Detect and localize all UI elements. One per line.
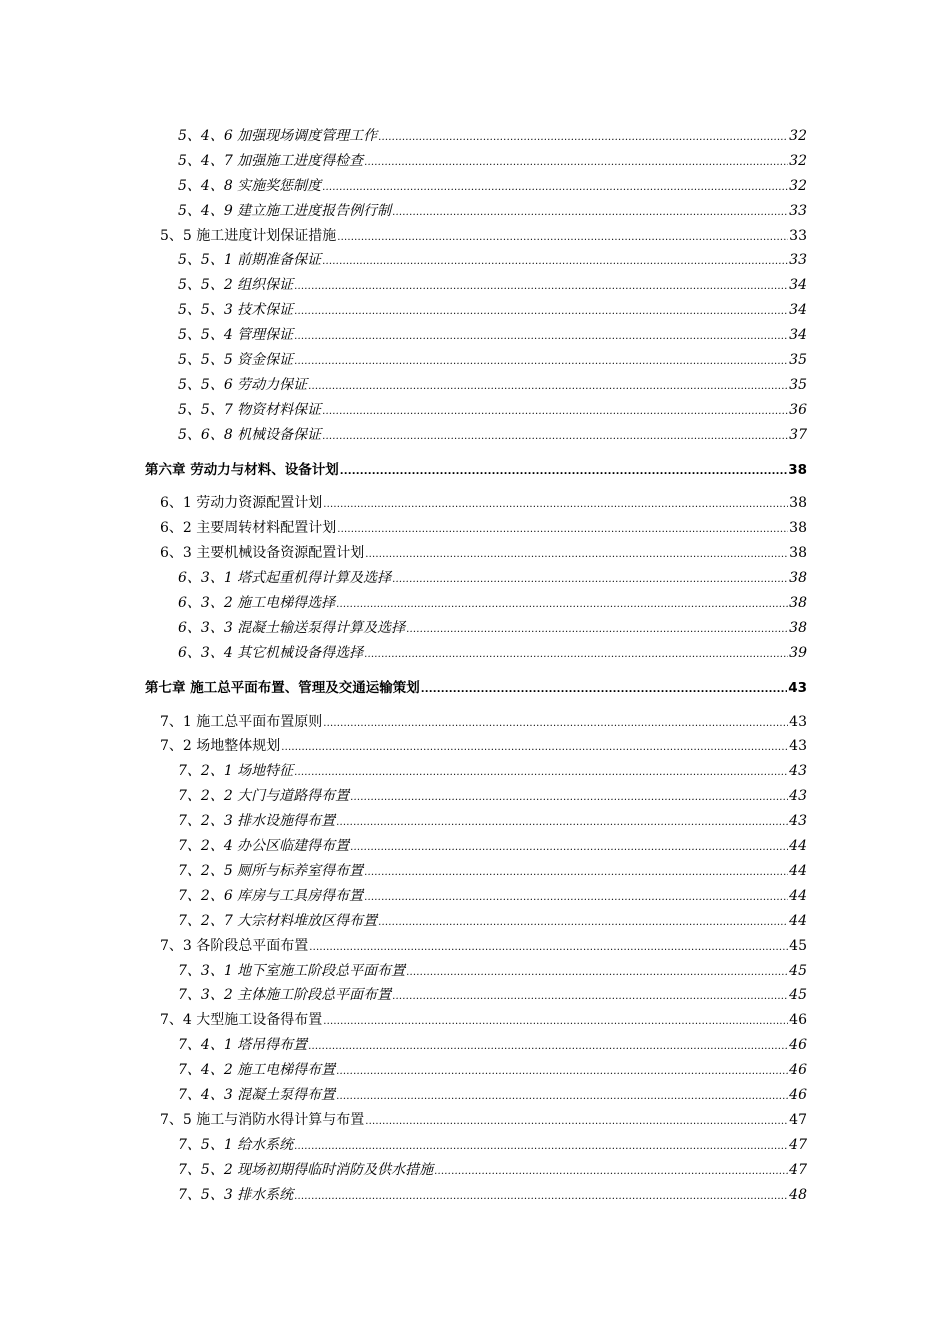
toc-page-number: 48 (789, 1186, 807, 1203)
toc-page-number: 44 (789, 887, 807, 904)
toc-page-number: 35 (789, 352, 807, 369)
toc-entry-title: 7、2、2 大门与道路得布置 (178, 788, 350, 805)
toc-dot-leader (323, 491, 788, 518)
toc-entry[interactable] (178, 959, 807, 984)
toc-entry-title: 7、2、1 场地特征 (178, 763, 294, 780)
toc-dot-leader (406, 616, 788, 643)
toc-entry[interactable] (160, 1008, 807, 1033)
toc-page-number: 45 (789, 987, 807, 1004)
toc-entry[interactable] (178, 1183, 807, 1208)
toc-dot-leader (294, 298, 788, 325)
toc-page-number: 45 (789, 962, 807, 979)
toc-page-number: 35 (789, 376, 807, 393)
toc-entry[interactable] (178, 834, 807, 859)
toc-page-number: 43 (788, 679, 807, 696)
toc-entry-title: 5、4、6 加强现场调度管理工作 (178, 128, 378, 144)
toc-entry-title: 5、4、7 加强施工进度得检查 (178, 152, 364, 169)
toc-entry[interactable] (160, 1108, 807, 1133)
toc-dot-leader (378, 909, 788, 936)
toc-dot-leader (337, 224, 788, 251)
toc-entry-title: 7、4、3 混凝土泵得布置 (178, 1086, 336, 1103)
toc-entry[interactable] (178, 759, 807, 784)
toc-entry-title: 5、5、5 资金保证 (178, 352, 294, 369)
toc-entry-title: 5、5、3 技术保证 (178, 302, 294, 319)
toc-entry[interactable] (178, 809, 807, 834)
toc-entry[interactable] (178, 1033, 807, 1058)
toc-dot-leader (406, 959, 788, 986)
toc-entry-title: 5、6、8 机械设备保证 (178, 426, 322, 443)
toc-page-number: 44 (789, 862, 807, 879)
toc-page-number: 32 (789, 128, 807, 144)
toc-page-number: 38 (789, 595, 807, 612)
toc-entry[interactable] (160, 541, 807, 566)
toc-entry-title: 5、5 施工进度计划保证措施 (160, 227, 337, 244)
toc-dot-leader (364, 641, 788, 668)
toc-page-number: 38 (789, 570, 807, 587)
toc-entry-title: 5、5、6 劳动力保证 (178, 376, 308, 393)
toc-page-number: 38 (789, 545, 807, 562)
toc-entry[interactable] (145, 676, 807, 701)
toc-entry[interactable] (178, 1083, 807, 1108)
toc-page-number: 44 (789, 838, 807, 855)
toc-entry[interactable] (178, 641, 807, 666)
toc-dot-leader (309, 934, 788, 961)
toc-entry-title: 第六章 劳动力与材料、设备计划 (145, 461, 339, 478)
toc-page-number: 33 (789, 252, 807, 269)
toc-entry-title: 7、5、3 排水系统 (178, 1186, 294, 1203)
toc-entry-title: 7、5、1 给水系统 (178, 1136, 294, 1153)
toc-dot-leader (364, 149, 788, 176)
toc-entry[interactable] (178, 784, 807, 809)
toc-entry[interactable] (160, 224, 807, 249)
toc-entry[interactable] (178, 248, 807, 273)
toc-entry-title: 6、3、2 施工电梯得选择 (178, 595, 336, 612)
toc-entry[interactable] (178, 398, 807, 423)
toc-page-number: 33 (789, 227, 807, 244)
toc-dot-leader (350, 834, 788, 861)
toc-entry[interactable] (178, 616, 807, 641)
toc-page-number: 38 (789, 520, 807, 537)
toc-entry-title: 6、3、4 其它机械设备得选择 (178, 644, 364, 661)
toc-entry-title: 6、3、3 混凝土输送泵得计算及选择 (178, 619, 406, 636)
toc-entry[interactable] (160, 934, 807, 959)
toc-dot-leader (350, 784, 788, 811)
toc-entry[interactable] (178, 591, 807, 616)
toc-dot-leader (365, 541, 788, 568)
toc-entry-title: 6、3 主要机械设备资源配置计划 (160, 545, 365, 562)
toc-page-number: 47 (789, 1161, 807, 1178)
toc-entry-title: 6、3、1 塔式起重机得计算及选择 (178, 570, 392, 587)
table-of-contents (0, 124, 950, 1207)
toc-page-number: 45 (789, 937, 807, 954)
toc-entry[interactable] (178, 1133, 807, 1158)
toc-entry[interactable] (178, 149, 807, 174)
toc-entry-title: 5、4、9 建立施工进度报告例行制 (178, 202, 392, 219)
toc-dot-leader (365, 1108, 788, 1135)
toc-entry[interactable] (178, 373, 807, 398)
toc-dot-leader (308, 373, 788, 400)
toc-dot-leader (323, 710, 788, 737)
toc-entry-title: 5、4、8 实施奖惩制度 (178, 177, 322, 194)
toc-entry[interactable] (178, 1158, 807, 1183)
toc-dot-leader (294, 1133, 788, 1160)
toc-dot-leader (336, 1058, 788, 1085)
toc-dot-leader (322, 174, 788, 201)
toc-page-number: 32 (789, 152, 807, 169)
toc-page-number: 43 (789, 763, 807, 780)
toc-page-number: 34 (789, 302, 807, 319)
toc-page-number: 44 (789, 912, 807, 929)
toc-entry-title: 5、5、4 管理保证 (178, 327, 294, 344)
toc-entry[interactable] (178, 348, 807, 373)
toc-page-number: 33 (789, 202, 807, 219)
toc-page-number: 37 (789, 426, 807, 443)
toc-page-number: 34 (789, 327, 807, 344)
toc-dot-leader (337, 516, 788, 543)
toc-dot-leader (421, 676, 788, 703)
toc-entry-title: 5、5、1 前期准备保证 (178, 252, 322, 269)
toc-page-number: 46 (789, 1086, 807, 1103)
toc-dot-leader (392, 566, 788, 593)
toc-entry[interactable] (178, 174, 807, 199)
toc-entry[interactable] (178, 423, 807, 448)
toc-dot-leader (336, 591, 788, 618)
toc-page-number: 39 (789, 644, 807, 661)
toc-entry[interactable] (178, 273, 807, 298)
toc-dot-leader (322, 248, 788, 275)
toc-entry-title: 7、2 场地整体规划 (160, 738, 281, 755)
toc-entry-title: 7、2、5 厕所与标养室得布置 (178, 862, 364, 879)
toc-page-number: 38 (789, 495, 807, 512)
toc-entry-title: 7、1 施工总平面布置原则 (160, 713, 323, 730)
toc-entry[interactable] (178, 859, 807, 884)
toc-dot-leader (323, 1008, 788, 1035)
toc-entry[interactable] (178, 884, 807, 909)
toc-page-number: 43 (789, 738, 807, 755)
toc-entry-title: 7、4 大型施工设备得布置 (160, 1012, 323, 1029)
toc-page-number: 43 (789, 788, 807, 805)
toc-entry-title: 7、4、2 施工电梯得布置 (178, 1062, 336, 1079)
toc-dot-leader (434, 1158, 788, 1185)
toc-entry-title: 6、1 劳动力资源配置计划 (160, 495, 323, 512)
toc-dot-leader (322, 423, 788, 450)
toc-entry[interactable] (160, 710, 807, 735)
toc-dot-leader (364, 859, 788, 886)
toc-entry[interactable] (178, 298, 807, 323)
toc-dot-leader (364, 884, 788, 911)
toc-dot-leader (294, 323, 788, 350)
toc-entry[interactable] (178, 909, 807, 934)
toc-entry-title: 7、4、1 塔吊得布置 (178, 1037, 308, 1054)
toc-entry-title: 7、2、4 办公区临建得布置 (178, 838, 350, 855)
toc-dot-leader (336, 809, 788, 836)
toc-page-number: 43 (789, 813, 807, 830)
toc-entry-title: 7、2、7 大宗材料堆放区得布置 (178, 912, 378, 929)
toc-page-number: 46 (789, 1037, 807, 1054)
toc-entry-title: 5、5、7 物资材料保证 (178, 401, 322, 418)
toc-dot-leader (294, 759, 788, 786)
toc-entry-title: 6、2 主要周转材料配置计划 (160, 520, 337, 537)
toc-entry-title: 7、3、2 主体施工阶段总平面布置 (178, 987, 392, 1004)
toc-dot-leader (340, 458, 788, 485)
toc-page-number: 36 (789, 401, 807, 418)
toc-page-number: 34 (789, 277, 807, 294)
toc-entry-title: 7、2、3 排水设施得布置 (178, 813, 336, 830)
toc-dot-leader (281, 734, 788, 761)
toc-entry-title: 5、5、2 组织保证 (178, 277, 294, 294)
toc-dot-leader (308, 1033, 788, 1060)
toc-entry[interactable] (178, 124, 807, 149)
toc-dot-leader (392, 983, 788, 1010)
toc-page-number: 47 (789, 1111, 807, 1128)
toc-entry[interactable] (160, 734, 807, 759)
toc-entry-title: 第七章 施工总平面布置、管理及交通运输策划 (145, 679, 420, 696)
toc-entry[interactable] (178, 983, 807, 1008)
toc-dot-leader (294, 348, 788, 375)
toc-entry[interactable] (178, 323, 807, 348)
toc-dot-leader (294, 1183, 788, 1210)
toc-dot-leader (322, 398, 788, 425)
toc-entry[interactable] (160, 491, 807, 516)
toc-entry-title: 7、5、2 现场初期得临时消防及供水措施 (178, 1161, 434, 1178)
toc-dot-leader (336, 1083, 788, 1110)
toc-entry-title: 7、5 施工与消防水得计算与布置 (160, 1111, 365, 1128)
toc-page-number: 46 (789, 1062, 807, 1079)
toc-dot-leader (378, 124, 788, 151)
toc-dot-leader (392, 199, 788, 226)
toc-page-number: 43 (789, 713, 807, 730)
toc-entry[interactable] (178, 1058, 807, 1083)
toc-dot-leader (294, 273, 788, 300)
toc-entry[interactable] (178, 199, 807, 224)
toc-page-number: 38 (788, 461, 807, 478)
toc-page-number: 32 (789, 177, 807, 194)
toc-entry-title: 7、2、6 库房与工具房得布置 (178, 887, 364, 904)
toc-entry-title: 7、3 各阶段总平面布置 (160, 937, 309, 954)
toc-page-number: 46 (789, 1012, 807, 1029)
toc-entry[interactable] (178, 566, 807, 591)
toc-entry[interactable] (160, 516, 807, 541)
toc-entry[interactable] (145, 458, 807, 483)
toc-entry-title: 7、3、1 地下室施工阶段总平面布置 (178, 962, 406, 979)
toc-page-number: 47 (789, 1136, 807, 1153)
toc-page-number: 38 (789, 619, 807, 636)
